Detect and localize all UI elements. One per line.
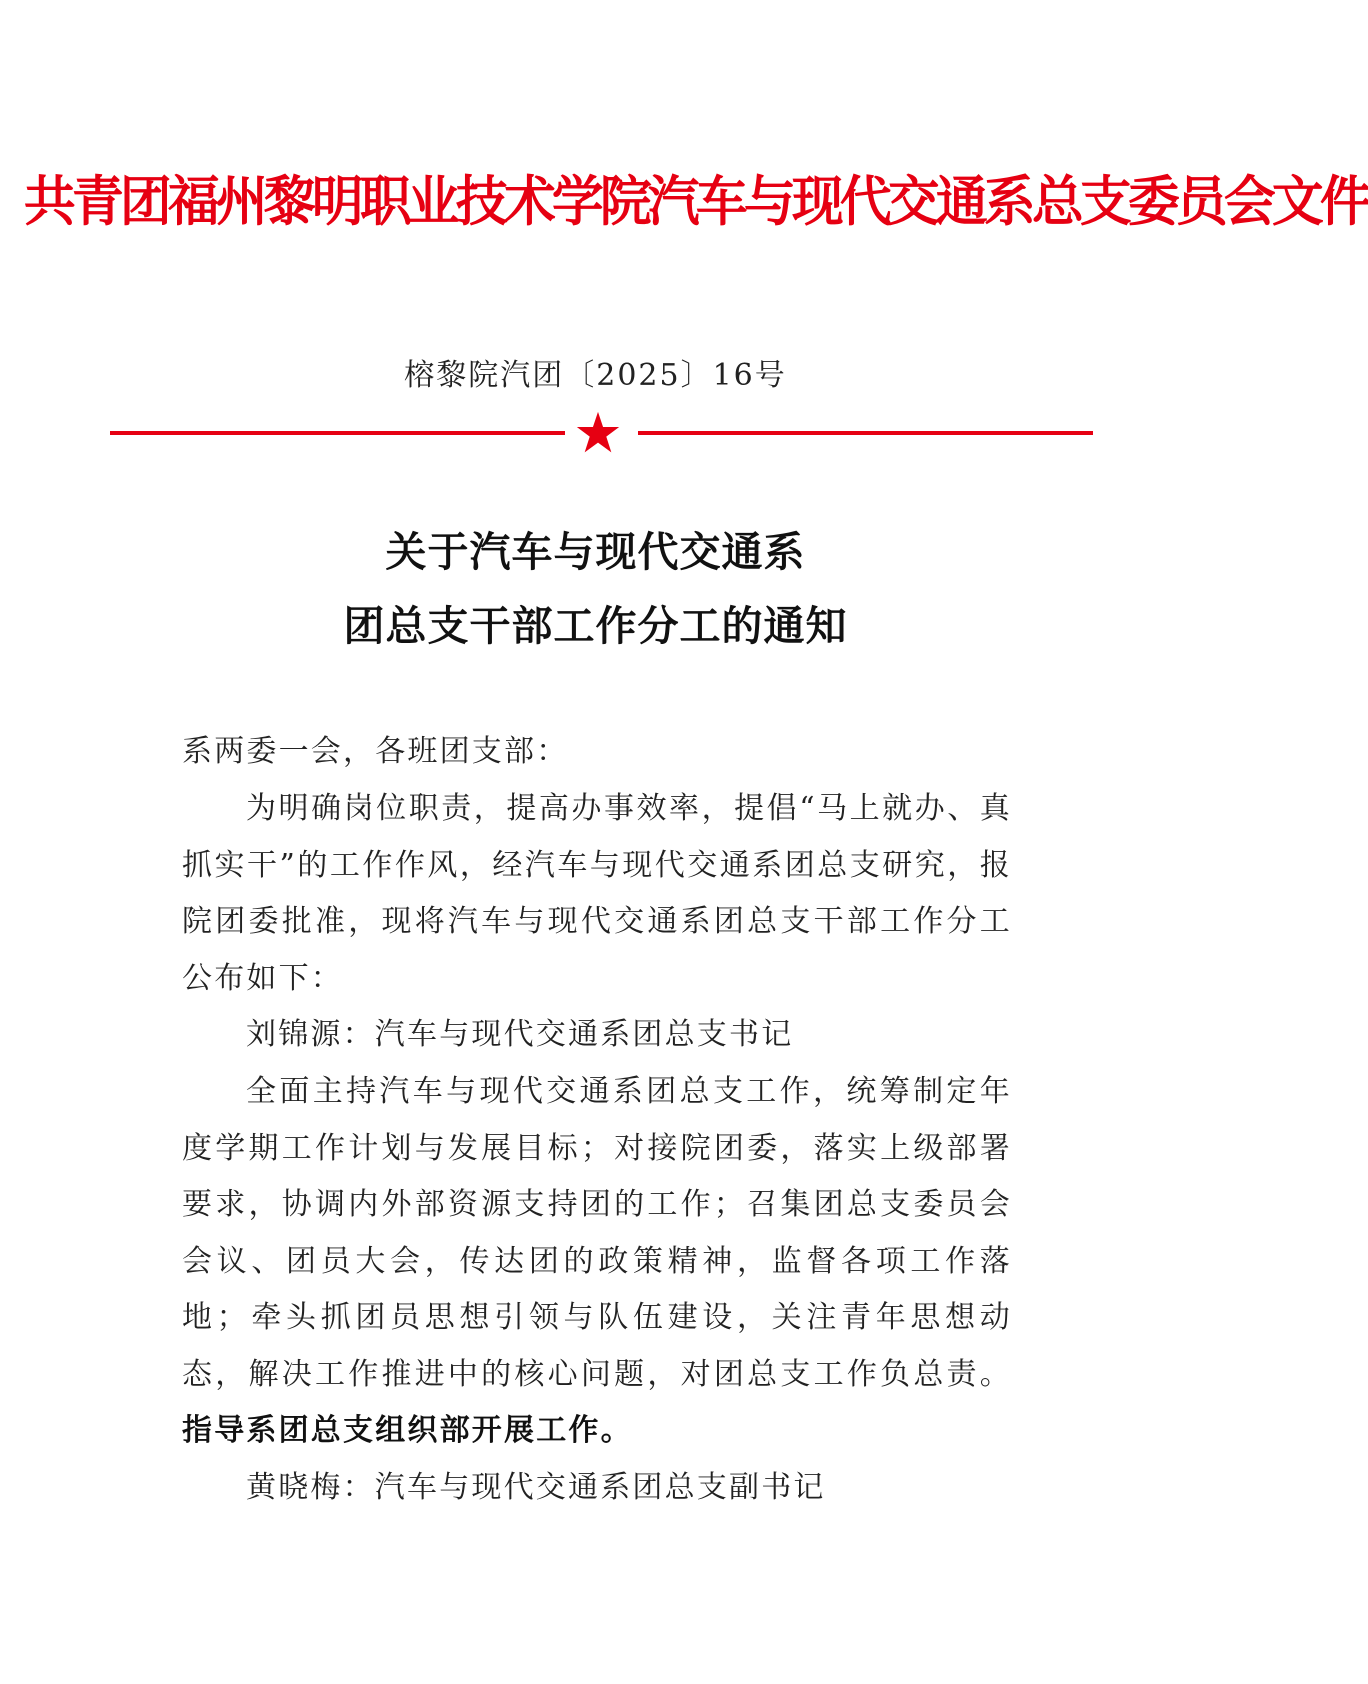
person1-role: 刘锦源：汽车与现代交通系团总支书记 xyxy=(246,1017,794,1052)
document-number: 榕黎院汽团〔2025〕16号 xyxy=(404,358,787,393)
issuer-header: 共青团福州黎明职业技术学院汽车与现代交通系总支委员会文件 xyxy=(23,170,1368,233)
person1-duties-text: 全面主持汽车与现代交通系团总支工作，统筹制定年度学期工作计划与发展目标；对接院团委，落实上级部署要求，协调内外部资源支持团的工作；召集团总支委员会会议、团员大会，传达团的政策精神，监督各项工作落地；牵头抓团员思想引领与队伍建设，关注青年思想动态，解决工作推进中的核心问题，对团总支工作负总责。 xyxy=(182,1074,1012,1392)
person1-duties xyxy=(182,1064,1012,1460)
red-rule-left xyxy=(110,431,565,435)
notice-title-line-2: 团总支干部工作分工的通知 xyxy=(343,602,848,650)
salutation: 系两委一会，各班团支部： xyxy=(182,734,569,769)
star-icon xyxy=(575,410,621,456)
person2-role: 黄晓梅：汽车与现代交通系团总支副书记 xyxy=(246,1470,826,1505)
notice-title-line-1: 关于汽车与现代交通系 xyxy=(385,528,806,576)
red-rule-right xyxy=(638,431,1093,435)
intro-paragraph: 为明确岗位职责，提高办事效率，提倡“马上就办、真抓实干”的工作作风，经汽车与现代交通系团总支研究，报院团委批准，现将汽车与现代交通系团总支干部工作分工公布如下： xyxy=(182,791,1012,996)
person1-duties-bold: 指导系团总支组织部开展工作。 xyxy=(182,1413,633,1448)
